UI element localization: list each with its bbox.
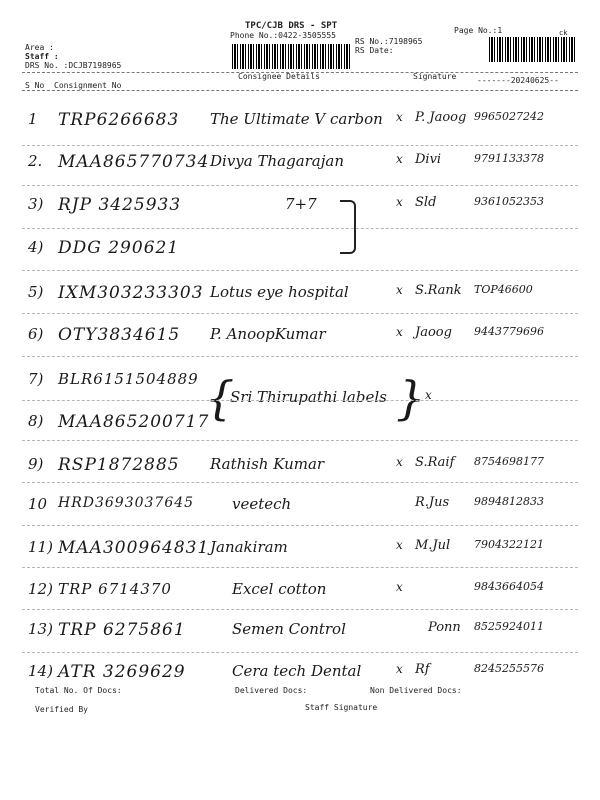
row-number: 9) xyxy=(28,455,44,473)
delivered-mark: x xyxy=(396,283,403,297)
col-sno: S No xyxy=(25,81,45,90)
rs-date: RS Date: xyxy=(355,46,394,55)
row-divider xyxy=(22,228,578,229)
consignment-number: TRP6266683 xyxy=(58,110,180,130)
signature: S.Rank xyxy=(415,283,462,298)
header-divider-2 xyxy=(22,90,578,91)
table-row xyxy=(0,580,600,620)
row-number: 7) xyxy=(28,370,44,388)
delivered-mark: x xyxy=(396,152,403,166)
staff-signature: Staff Signature xyxy=(305,703,378,712)
table-row xyxy=(0,620,600,660)
row-divider xyxy=(22,145,578,146)
signature: Rf xyxy=(415,662,430,677)
staff-field: Staff : xyxy=(25,52,59,61)
row-number: 13) xyxy=(28,620,53,638)
consignment-number: RSP1872885 xyxy=(58,455,180,475)
receiver-phone: 8525924011 xyxy=(474,620,544,633)
consignee-name: P. AnoopKumar xyxy=(210,325,326,343)
row-divider xyxy=(22,567,578,568)
row-divider xyxy=(22,400,578,401)
signature: M.Jul xyxy=(415,538,451,553)
signature: Jaoog xyxy=(415,325,452,340)
row-number: 4) xyxy=(28,238,44,256)
row-divider xyxy=(22,652,578,653)
row-divider xyxy=(22,525,578,526)
signature: Ponn xyxy=(428,620,461,635)
row-number: 12) xyxy=(28,580,53,598)
drs-number: DRS No. :DCJB7198965 xyxy=(25,61,122,70)
consignment-number: TRP 6275861 xyxy=(58,620,186,640)
table-row xyxy=(0,325,600,365)
signature: Sld xyxy=(415,195,437,210)
receiver-phone: 9443779696 xyxy=(474,325,544,338)
signature: P. Jaoog xyxy=(415,110,467,125)
barcode-left xyxy=(232,44,350,69)
consignment-number: RJP 3425933 xyxy=(58,195,182,215)
consignment-number: DDG 290621 xyxy=(58,238,180,258)
delivered-mark: x xyxy=(396,662,403,676)
phone-number: Phone No.:0422-3505555 xyxy=(230,31,336,40)
consignment-number: MAA865770734 xyxy=(58,152,210,172)
date-line: -------20240625-- xyxy=(477,76,559,85)
row-number: 5) xyxy=(28,283,44,301)
total-docs: Total No. Of Docs: xyxy=(35,686,122,695)
rs-number: RS No.:7198965 xyxy=(355,37,423,46)
table-row xyxy=(0,110,600,150)
consignee-name: veetech xyxy=(232,495,292,513)
consignee-name: Excel cotton xyxy=(232,580,327,598)
barcode-right xyxy=(489,37,577,62)
consignment-number: TRP 6714370 xyxy=(58,580,172,598)
delivered-mark: x xyxy=(396,538,403,552)
consignee-name: Rathish Kumar xyxy=(210,455,325,473)
consignee-name: Janakiram xyxy=(210,538,288,556)
receiver-phone: TOP46600 xyxy=(474,283,533,296)
row-divider xyxy=(22,482,578,483)
receiver-phone: 9965027242 xyxy=(474,110,544,123)
page-title: TPC/CJB DRS - SPT xyxy=(245,21,338,31)
table-row xyxy=(0,538,600,578)
consignment-number: BLR6151504889 xyxy=(58,370,199,388)
table-row xyxy=(0,495,600,535)
row-number: 10 xyxy=(28,495,48,513)
row-divider xyxy=(22,440,578,441)
consignee-name: Cera tech Dental xyxy=(232,662,362,680)
consignee-name: Lotus eye hospital xyxy=(210,283,349,301)
consignee-name: Sri Thirupathi labels xyxy=(230,388,387,406)
signature: Divi xyxy=(415,152,442,167)
page-number: Page No.:1 xyxy=(454,26,503,35)
row-number: 8) xyxy=(28,412,44,430)
consignee-name: The Ultimate V carbon xyxy=(210,110,383,128)
consignment-number: HRD3693037645 xyxy=(58,495,195,511)
consignment-number: OTY3834615 xyxy=(58,325,181,345)
table-row xyxy=(0,283,600,323)
row-divider xyxy=(22,270,578,271)
consignee-name: Divya Thagarajan xyxy=(210,152,345,170)
consignee-details-label: Consignee Details xyxy=(238,72,320,81)
receiver-phone: 7904322121 xyxy=(474,538,544,551)
signature: R.Jus xyxy=(415,495,450,510)
table-row xyxy=(0,238,600,278)
consignee-name: 7+7 xyxy=(285,195,317,213)
delivered-mark: x xyxy=(396,195,403,209)
right-brace: } xyxy=(396,371,426,425)
delivered-mark: x xyxy=(396,580,403,594)
signature: S.Raif xyxy=(415,455,455,470)
receiver-phone: 8754698177 xyxy=(474,455,544,468)
receiver-phone: 8245255576 xyxy=(474,662,544,675)
verified-by: Verified By xyxy=(35,705,88,714)
row-number: 2. xyxy=(28,152,43,170)
table-row xyxy=(0,152,600,192)
signature-label: Signature xyxy=(413,72,457,81)
row-number: 11) xyxy=(28,538,53,556)
consignment-number: ATR 3269629 xyxy=(58,662,186,682)
table-row xyxy=(0,412,600,452)
row-number: 3) xyxy=(28,195,44,213)
delivered-mark: x xyxy=(396,110,403,124)
receiver-phone: 9361052353 xyxy=(474,195,544,208)
delivered-mark: x xyxy=(396,325,403,339)
table-row xyxy=(0,195,600,235)
delivered-mark: x xyxy=(425,388,432,402)
consignment-number: IXM303233303 xyxy=(58,283,204,303)
delivered-docs: Delivered Docs: xyxy=(235,686,308,695)
row-divider xyxy=(22,313,578,314)
col-consignment: Consignment No xyxy=(54,81,122,90)
receiver-phone: 9791133378 xyxy=(474,152,544,165)
left-brace: { xyxy=(205,371,235,425)
delivered-mark: x xyxy=(396,455,403,469)
row-number: 6) xyxy=(28,325,44,343)
row-divider xyxy=(22,356,578,357)
row-number: 14) xyxy=(28,662,53,680)
consignment-number: MAA865200717 xyxy=(58,412,210,432)
table-row xyxy=(0,662,600,702)
table-row xyxy=(0,370,600,410)
non-delivered-docs: Non Delivered Docs: xyxy=(370,686,462,695)
receiver-phone: 9894812833 xyxy=(474,495,544,508)
row-divider xyxy=(22,185,578,186)
area-field: Area : xyxy=(25,43,54,52)
receiver-phone: 9843664054 xyxy=(474,580,544,593)
consignee-name: Semen Control xyxy=(232,620,346,638)
row-number: 1 xyxy=(28,110,38,128)
consignment-number: MAA300964831 xyxy=(58,538,210,558)
table-row xyxy=(0,455,600,495)
corner-mark: ck xyxy=(559,29,568,37)
row-divider xyxy=(22,609,578,610)
